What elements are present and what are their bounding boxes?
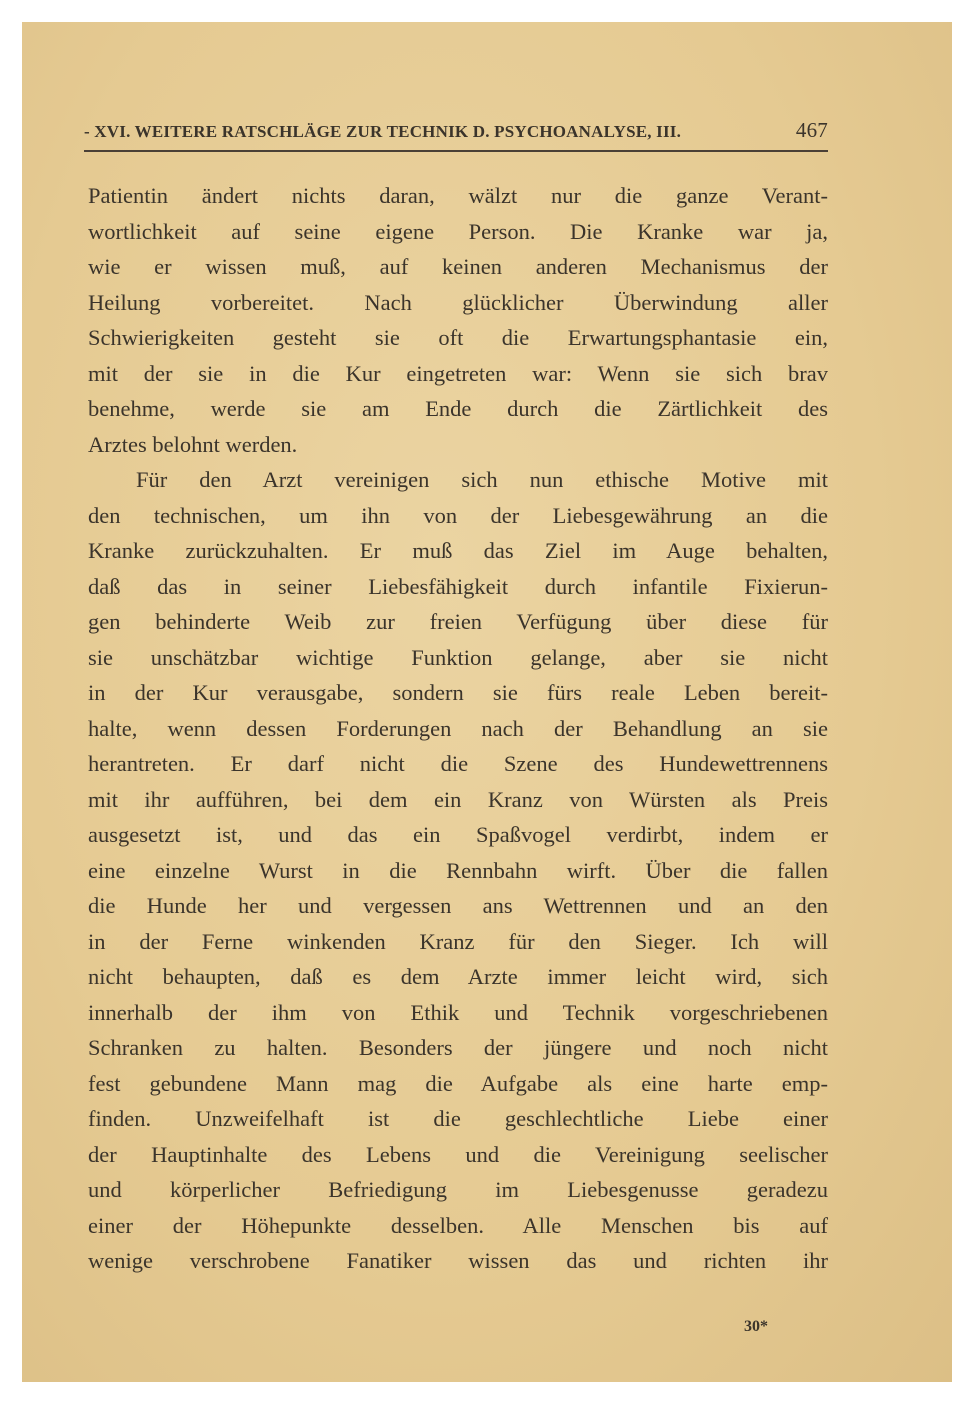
text-line: der Hauptinhalte des Lebens und die Vereinigung seelischer [88,1141,828,1167]
body-text [88,178,828,1279]
text-line: Patientin ändert nichts daran, wälzt nur die ganze Verant- [88,183,828,208]
text-line: einer der Höhepunkte desselben. Alle Menschen bis auf [88,1212,828,1238]
text-line: Für den Arzt vereinigen sich nun ethische Motive mit [136,467,828,492]
header-rule [84,150,828,152]
text-line: Schwierigkeiten gesteht sie oft die Erwartungsphantasie ein, [88,325,828,350]
text-line: Heilung vorbereitet. Nach glücklicher Überwindung aller [88,289,828,315]
text-line: ausgesetzt ist, und das ein Spaßvogel verdirbt, indem er [88,822,828,847]
page-number: 467 [795,118,828,142]
text-line: und körperlicher Befriedigung im Liebesgenusse geradezu [88,1177,828,1202]
text-line: daß das in seiner Liebesfähigkeit durch infantile Fixierun- [88,573,828,599]
text-line: finden. Unzweifelhaft ist die geschlechtliche Liebe einer [88,1106,828,1131]
text-line: fest gebundene Mann mag die Aufgabe als eine harte emp- [88,1070,828,1096]
text-line: mit ihr aufführen, bei dem ein Kranz von Würsten als Preis [88,786,828,812]
text-line: benehme, werde sie am Ende durch die Zärtlichkeit des [88,396,828,421]
text-line: die Hunde her und vergessen ans Wettrennen und an den [88,893,828,918]
text-line: nicht behaupten, daß es dem Arzte immer leicht wird, sich [88,964,828,989]
text-line: herantreten. Er darf nicht die Szene des Hundewettrennens [88,751,828,776]
text-line: wortlichkeit auf seine eigene Person. Die Kranke war ja, [88,218,828,244]
running-head [84,118,828,148]
text-line: Arztes belohnt werden. [88,431,298,457]
text-line: innerhalb der ihm von Ethik und Technik vorgeschriebenen [88,999,828,1025]
signature-mark: 30* [744,1318,768,1335]
text-line: in der Kur verausgabe, sondern sie fürs reale Leben bereit- [88,680,828,705]
text-line: den technischen, um ihn von der Liebesgewährung an die [88,502,828,528]
text-line: halte, wenn dessen Forderungen nach der Behandlung an sie [88,715,828,741]
text-line: gen behinderte Weib zur freien Verfügung über diese für [88,609,828,634]
text-line: Schranken zu halten. Besonders der jüngere und noch nicht [88,1035,828,1060]
text-line: wenige verschrobene Fanatiker wissen das und richten ihr [88,1248,828,1273]
text-line: sie unschätzbar wichtige Funktion gelange, aber sie nicht [88,644,828,670]
running-head-title: - XVI. WEITERE RATSCHLÄGE ZUR TECHNIK D. PSYCHOANALYSE, III. [84,122,682,141]
text-line: eine einzelne Wurst in die Rennbahn wirft. Über die fallen [88,857,828,883]
text-line: wie er wissen muß, auf keinen anderen Mechanismus der [88,254,828,279]
book-page [22,22,952,1382]
text-line: mit der sie in die Kur eingetreten war: Wenn sie sich brav [88,360,828,386]
text-line: in der Ferne winkenden Kranz für den Sieger. Ich will [88,928,828,954]
text-line: Kranke zurückzuhalten. Er muß das Ziel im Auge behalten, [88,538,828,563]
